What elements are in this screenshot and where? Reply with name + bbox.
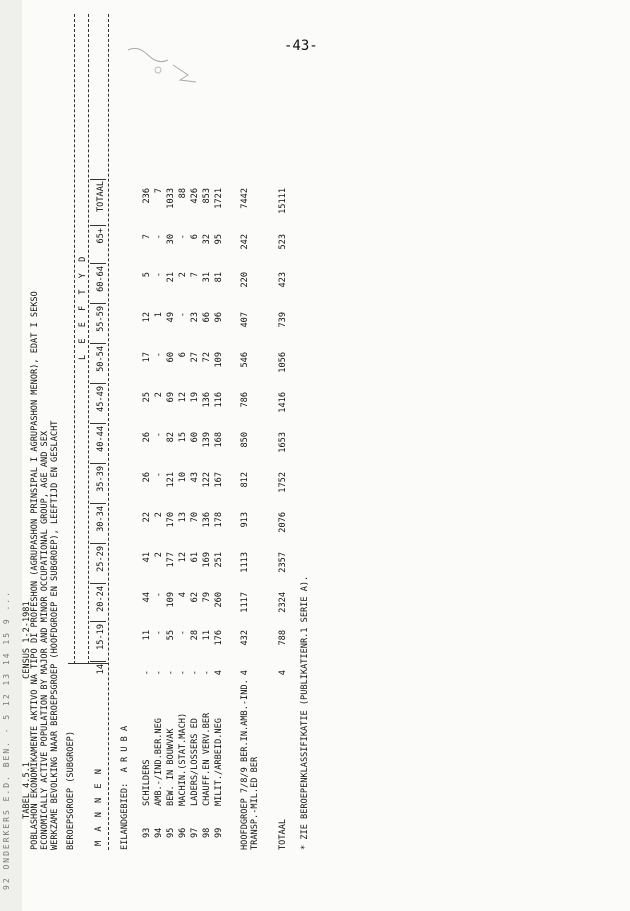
title-line-3: WERKZAME BEVOLKING NAAR BEROEPSGROEP (HOOFDGROEP EN SUBGROEP), LEEFTIJD EN GESLACHT <box>50 420 60 850</box>
table-cell: 1033 <box>166 188 176 209</box>
table-cell: - <box>190 670 200 676</box>
table-cell: 7 <box>190 272 200 278</box>
table-cell: 41 <box>142 552 152 563</box>
table-cell: 426 <box>190 188 200 204</box>
table-cell: 25 <box>142 392 152 403</box>
table-cell: 66 <box>202 312 212 323</box>
table-cell: 69 <box>166 392 176 403</box>
table-cell: 136 <box>202 512 212 528</box>
table-cell: 26 <box>142 472 152 483</box>
table-cell: 109 <box>166 592 176 608</box>
total-cell: 788 <box>278 630 288 646</box>
table-cell: 260 <box>214 592 224 608</box>
table-cell: 236 <box>142 188 152 204</box>
age-column-header: 50-54 <box>96 346 106 372</box>
table-cell: 139 <box>202 432 212 448</box>
main-group-cell: 812 <box>240 472 250 488</box>
table-cell: - <box>154 472 164 478</box>
total-cell: 2357 <box>278 552 288 573</box>
table-cell: - <box>166 670 176 676</box>
main-group-cell: 407 <box>240 312 250 328</box>
table-cell: 30 <box>166 234 176 245</box>
row-code: 98 <box>202 827 212 838</box>
total-cell: 423 <box>278 272 288 288</box>
main-group-cell: 242 <box>240 234 250 250</box>
main-group-cell: 786 <box>240 392 250 408</box>
table-cell: 136 <box>202 392 212 408</box>
table-cell: 2 <box>154 392 164 398</box>
table-cell: 122 <box>202 472 212 488</box>
table-cell: 96 <box>214 312 224 323</box>
total-cell: 1752 <box>278 472 288 493</box>
table-cell: 26 <box>142 432 152 443</box>
age-column-header: 60-64 <box>96 266 106 292</box>
age-column-header: 30-34 <box>96 506 106 532</box>
occupation-header: BEROEPSGROEP (SUBGROEP) <box>66 731 76 850</box>
table-cell: 23 <box>190 312 200 323</box>
age-column-header: TOTAAL <box>96 180 106 212</box>
table-cell: - <box>178 312 188 318</box>
header-column-divider <box>90 179 106 180</box>
table-cell: - <box>154 630 164 636</box>
table-cell: 13 <box>178 512 188 523</box>
table-cell: 32 <box>202 234 212 245</box>
table-cell: - <box>142 670 152 676</box>
table-cell: 1721 <box>214 188 224 209</box>
table-cell: 21 <box>166 272 176 283</box>
main-group-cell: 913 <box>240 512 250 528</box>
total-cell: 2076 <box>278 512 288 533</box>
table-cell: - <box>154 234 164 240</box>
row-occupation-name: LADERS/LOSSERS ED <box>190 718 200 806</box>
bleed-through-edge-text: 92 ONDERKERS E.D. BEN. - 5 12 13 14 15 9 ... <box>2 590 11 890</box>
header-column-divider <box>90 225 106 226</box>
total-cell: 4 <box>278 670 288 676</box>
age-column-header: 45-49 <box>96 386 106 412</box>
table-cell: 22 <box>142 512 152 523</box>
header-column-divider <box>90 621 106 622</box>
main-group-cell: 7442 <box>240 188 250 209</box>
table-cell: 10 <box>178 472 188 483</box>
main-group-cell: 850 <box>240 432 250 448</box>
main-group-line-1: HOOFDGROEP 7/8/9 BER.IN.AMB.-IND. <box>240 679 250 850</box>
header-column-divider <box>90 661 106 662</box>
table-cell: - <box>178 670 188 676</box>
header-column-divider <box>90 503 106 504</box>
table-cell: 11 <box>142 630 152 641</box>
table-cell: 5 <box>142 272 152 278</box>
row-code: 99 <box>214 827 224 838</box>
table-cell: 178 <box>214 512 224 528</box>
table-cell: 60 <box>190 432 200 443</box>
table-cell: 168 <box>214 432 224 448</box>
title-line-1: POBLASHON EKONOMIKAMENTE AKTIVO NA TIPO DI PROFESHON (AGRUPASHON PRINSIPAL I AGRUPASHON MENOR), EDAT I SEKSO <box>30 291 40 850</box>
table-cell: 6 <box>178 352 188 358</box>
table-cell: - <box>154 432 164 438</box>
age-group-label: L E E F T Y D <box>78 253 88 360</box>
table-cell: 88 <box>178 188 188 199</box>
age-column-header: 40-44 <box>96 426 106 452</box>
main-group-line-2: TRANSP.-MIL.ED BER <box>250 756 260 850</box>
table-cell: 81 <box>214 272 224 283</box>
age-column-header: 35-39 <box>96 466 106 492</box>
main-group-cell: 4 <box>240 670 250 676</box>
table-cell: 28 <box>190 630 200 641</box>
table-cell: 169 <box>202 552 212 568</box>
table-cell: 4 <box>214 670 224 676</box>
footnote: * ZIE BEROEPENKLASSIFIKATIE (PUBLIKATIENR.1 SERIE A). <box>300 575 310 850</box>
main-group-cell: 546 <box>240 352 250 368</box>
page-number: -43- <box>284 38 318 54</box>
table-cell: 17 <box>142 352 152 363</box>
table-cell: 121 <box>166 472 176 488</box>
table-cell: 82 <box>166 432 176 443</box>
table-cell: 7 <box>142 234 152 240</box>
table-cell: - <box>154 592 164 598</box>
age-column-header: 14 <box>96 664 106 675</box>
age-column-header: 20-24 <box>96 586 106 612</box>
header-divider <box>68 663 108 664</box>
table-cell: 19 <box>190 392 200 403</box>
table-cell: 176 <box>214 630 224 646</box>
age-column-header: 15-19 <box>96 624 106 650</box>
total-cell: 739 <box>278 312 288 328</box>
table-cell: 55 <box>166 630 176 641</box>
age-column-header: 65+ <box>96 228 106 244</box>
census-label: CENSUS 1-2-1981 <box>22 601 32 679</box>
header-column-divider <box>90 543 106 544</box>
table-cell: 2 <box>154 512 164 518</box>
table-cell: 2 <box>178 272 188 278</box>
title-line-2: ECONOMICALLY ACTIVE POPULATION BY MAJOR AND MINOR OCCUPATIONAL GROUP, AGE AND SEX <box>40 430 50 850</box>
table-cell: 2 <box>154 552 164 558</box>
total-cell: 15111 <box>278 188 288 214</box>
header-column-divider <box>90 343 106 344</box>
header-column-divider <box>90 583 106 584</box>
table-cell: 251 <box>214 552 224 568</box>
header-column-divider <box>90 383 106 384</box>
area-label: EILANDGEBIED: A R U B A <box>120 725 130 850</box>
table-cell: 116 <box>214 392 224 408</box>
table-cell: 79 <box>202 592 212 603</box>
main-group-cell: 432 <box>240 630 250 646</box>
table-cell: 853 <box>202 188 212 204</box>
sex-label: M A N N E N <box>94 767 104 846</box>
row-code: 93 <box>142 827 152 838</box>
table-cell: 1 <box>154 312 164 318</box>
table-cell: 27 <box>190 352 200 363</box>
header-rule-bottom <box>108 14 109 850</box>
row-occupation-name: AMB.-/IND.BER.NEG <box>154 718 164 806</box>
table-cell: 12 <box>178 552 188 563</box>
table-cell: 15 <box>178 432 188 443</box>
row-occupation-name: SCHILDERS <box>142 759 152 806</box>
table-cell: 170 <box>166 512 176 528</box>
table-cell: - <box>178 630 188 636</box>
age-column-header: 55-59 <box>96 306 106 332</box>
header-column-divider <box>90 423 106 424</box>
table-cell: 109 <box>214 352 224 368</box>
main-group-cell: 1113 <box>240 552 250 573</box>
table-cell: 95 <box>214 234 224 245</box>
table-cell: 43 <box>190 472 200 483</box>
row-code: 97 <box>190 827 200 838</box>
total-cell: 523 <box>278 234 288 250</box>
total-cell: 2324 <box>278 592 288 613</box>
row-occupation-name: MILIT./ARBEID.NEG <box>214 718 224 806</box>
age-column-header: 25-29 <box>96 546 106 572</box>
total-cell: 1056 <box>278 352 288 373</box>
table-cell: - <box>202 670 212 676</box>
header-column-divider <box>90 463 106 464</box>
table-cell: 12 <box>178 392 188 403</box>
table-cell: - <box>154 670 164 676</box>
header-column-divider <box>90 263 106 264</box>
total-label: TOTAAL <box>278 818 288 850</box>
table-cell: - <box>154 272 164 278</box>
table-label: TABEL 4.5.1 <box>22 762 32 819</box>
rotated-table <box>8 10 630 860</box>
row-occupation-name: BEW. IN BOUWVAK <box>166 728 176 806</box>
table-cell: 31 <box>202 272 212 283</box>
table-cell: 60 <box>166 352 176 363</box>
table-cell: 72 <box>202 352 212 363</box>
table-cell: 61 <box>190 552 200 563</box>
header-column-divider <box>90 303 106 304</box>
total-cell: 1653 <box>278 432 288 453</box>
table-cell: 12 <box>142 312 152 323</box>
table-cell: 4 <box>178 592 188 598</box>
table-cell: 62 <box>190 592 200 603</box>
table-cell: 49 <box>166 312 176 323</box>
table-cell: 44 <box>142 592 152 603</box>
header-rule-mid <box>88 14 89 664</box>
table-cell: - <box>178 234 188 240</box>
row-code: 94 <box>154 827 164 838</box>
table-cell: 11 <box>202 630 212 641</box>
table-cell: 177 <box>166 552 176 568</box>
table-cell: 167 <box>214 472 224 488</box>
table-cell: 6 <box>190 234 200 240</box>
table-cell: - <box>154 352 164 358</box>
total-cell: 1416 <box>278 392 288 413</box>
row-code: 95 <box>166 827 176 838</box>
table-cell: 7 <box>154 188 164 194</box>
main-group-cell: 1117 <box>240 592 250 613</box>
table-cell: 70 <box>190 512 200 523</box>
main-group-cell: 220 <box>240 272 250 288</box>
row-code: 96 <box>178 827 188 838</box>
row-occupation-name: MACHIN.(STAT.MACH) <box>178 712 188 806</box>
row-occupation-name: CHAUFF.EN VERV.BER <box>202 712 212 806</box>
header-rule-top <box>74 14 75 664</box>
